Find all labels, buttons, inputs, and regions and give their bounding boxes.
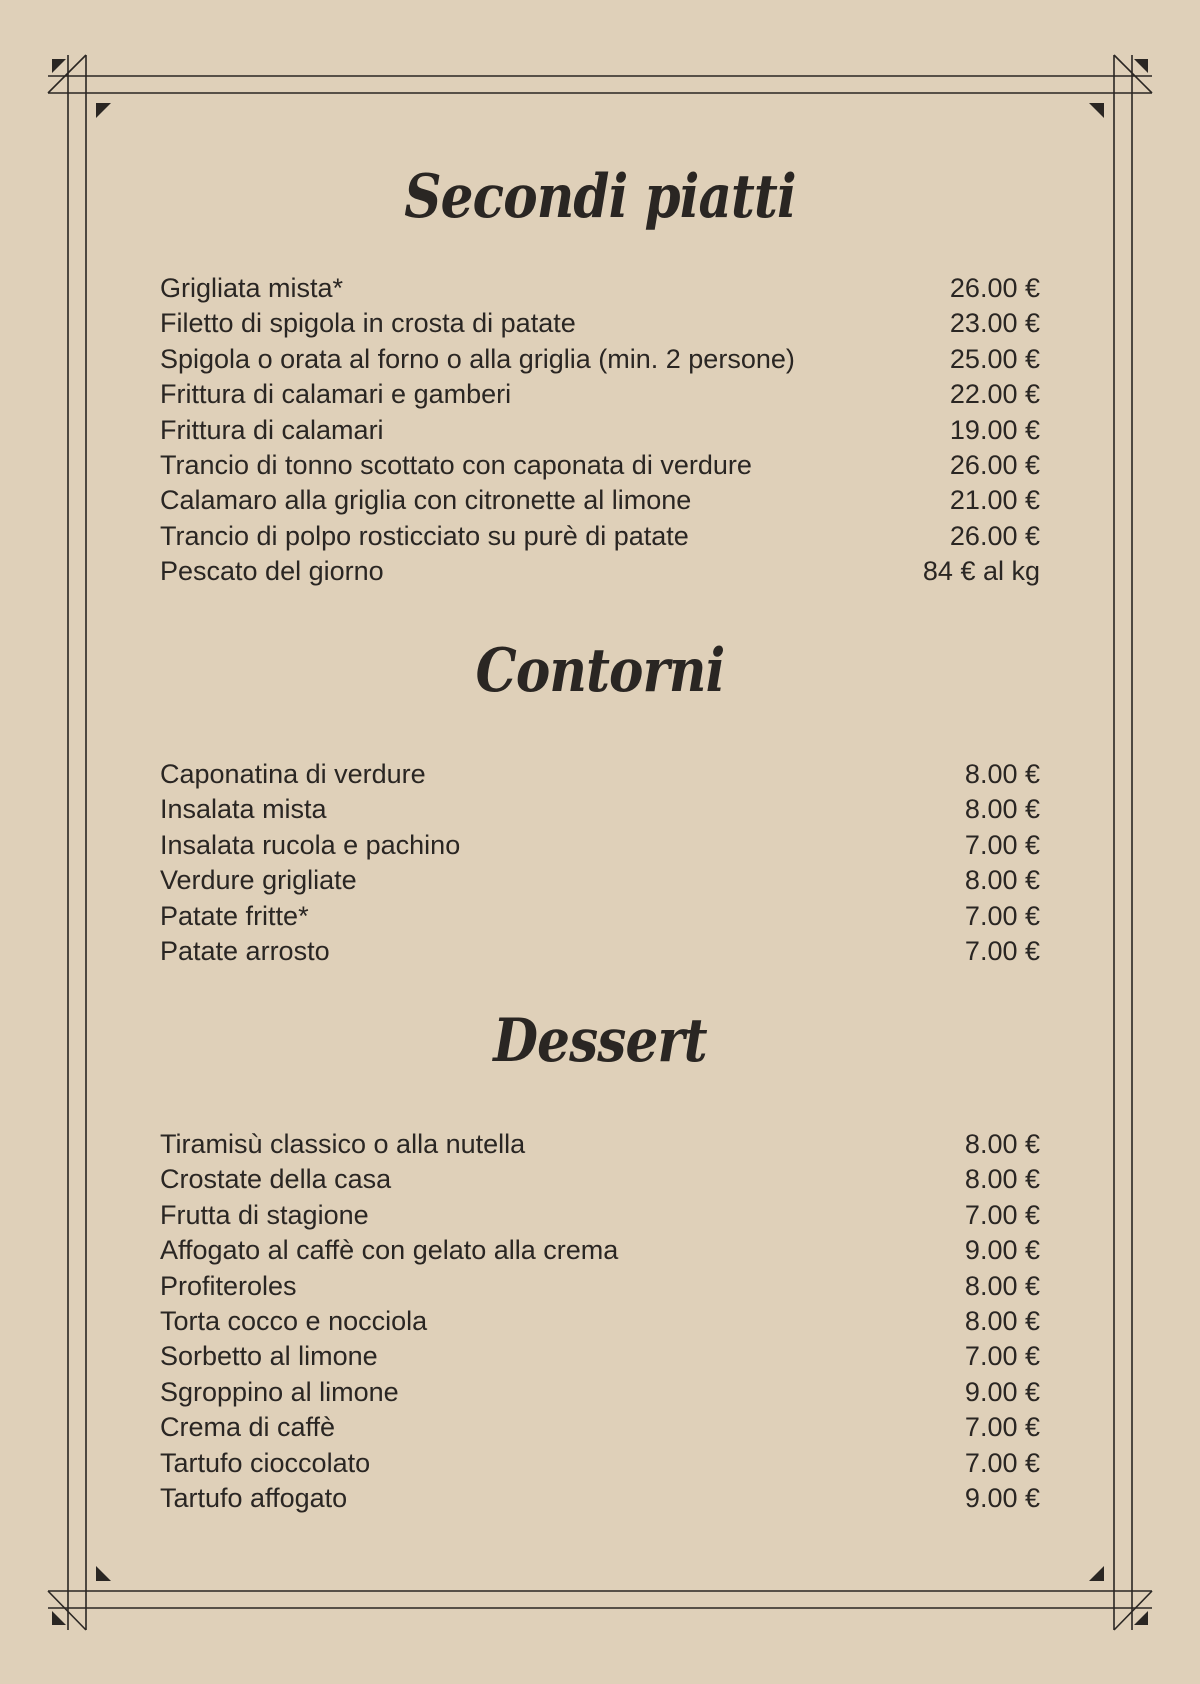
corner-ornament-icon xyxy=(96,1566,111,1581)
menu-item xyxy=(160,519,1040,554)
menu-item xyxy=(160,1269,1040,1304)
corner-ornament-icon xyxy=(96,103,111,118)
menu-item xyxy=(160,342,1040,377)
section-title-contorni: Contorni xyxy=(475,636,725,706)
corner-ornament-icon xyxy=(1089,103,1104,118)
item-name: Grigliata mista* xyxy=(160,273,344,303)
menu-item xyxy=(160,1481,1040,1516)
item-price: 25.00 € xyxy=(949,343,1040,374)
item-name: Filetto di spigola in crosta di patate xyxy=(160,308,576,339)
menu-item xyxy=(160,1127,1040,1162)
item-price: 7.00 € xyxy=(964,1412,1040,1443)
item-name: Caponatina di verdure xyxy=(160,759,426,789)
menu-item xyxy=(160,1233,1040,1268)
item-name: Insalata mista xyxy=(160,794,327,825)
menu-item xyxy=(160,828,1040,863)
menu-item xyxy=(160,934,1040,969)
item-name: Patate arrosto xyxy=(160,935,330,966)
corner-ornament-icon xyxy=(1134,1611,1148,1625)
item-name: Tiramisù classico o alla nutella xyxy=(160,1129,526,1159)
item-price: 7.00 € xyxy=(964,1199,1040,1230)
item-name: Affogato al caffè con gelato alla crema xyxy=(160,1235,619,1266)
menu-item xyxy=(160,1198,1040,1233)
item-price: 84 € al kg xyxy=(922,556,1040,587)
item-price: 7.00 € xyxy=(964,829,1040,860)
item-name: Trancio di tonno scottato con caponata di verdure xyxy=(160,449,752,480)
item-price: 22.00 € xyxy=(949,379,1040,410)
corner-ornament-icon xyxy=(1089,1566,1104,1581)
item-name: Verdure grigliate xyxy=(160,865,357,896)
section-title-dessert: Dessert xyxy=(493,1006,707,1076)
menu-item xyxy=(160,1410,1040,1445)
item-price: 21.00 € xyxy=(949,485,1040,516)
corner-ornament-icon xyxy=(1134,59,1148,73)
item-name: Tartufo affogato xyxy=(160,1482,348,1513)
item-name: Spigola o orata al forno o alla griglia (min. 2 persone) xyxy=(160,343,795,374)
item-name: Frutta di stagione xyxy=(160,1199,369,1230)
item-price: 7.00 € xyxy=(964,1341,1040,1372)
item-price: 9.00 € xyxy=(964,1376,1040,1407)
item-price: 19.00 € xyxy=(949,414,1040,445)
item-price: 8.00 € xyxy=(964,794,1040,825)
item-price: 7.00 € xyxy=(964,900,1040,931)
item-name: Calamaro alla griglia con citronette al limone xyxy=(160,485,692,516)
item-name: Sgroppino al limone xyxy=(160,1376,399,1407)
menu-item xyxy=(160,1446,1040,1481)
item-name: Trancio di polpo rosticciato su purè di patate xyxy=(160,520,689,551)
corner-ornament-icon xyxy=(52,1611,66,1625)
item-name: Frittura di calamari e gamberi xyxy=(160,379,512,410)
menu-item xyxy=(160,306,1040,341)
item-price: 7.00 € xyxy=(964,1447,1040,1478)
item-name: Crostate della casa xyxy=(160,1164,392,1195)
item-name: Frittura di calamari xyxy=(160,414,384,445)
item-name: Tartufo cioccolato xyxy=(160,1447,371,1478)
menu-item xyxy=(160,1304,1040,1339)
item-price: 9.00 € xyxy=(964,1482,1040,1513)
menu-item xyxy=(160,1162,1040,1197)
item-price: 7.00 € xyxy=(964,935,1040,966)
section-title-secondi-piatti: Secondi piatti xyxy=(404,162,796,232)
menu-list-dessert xyxy=(160,1127,1040,1516)
menu-item xyxy=(160,448,1040,483)
menu-item xyxy=(160,1375,1040,1410)
item-name: Torta cocco e nocciola xyxy=(160,1305,428,1336)
item-price: 8.00 € xyxy=(964,1164,1040,1195)
item-price: 8.00 € xyxy=(964,1305,1040,1336)
item-name: Crema di caffè xyxy=(160,1412,336,1443)
menu-list-secondi-piatti xyxy=(160,271,1040,590)
menu-item xyxy=(160,757,1040,792)
item-name: Sorbetto al limone xyxy=(160,1341,378,1372)
item-price: 8.00 € xyxy=(964,759,1040,789)
item-price: 9.00 € xyxy=(964,1235,1040,1266)
menu-item xyxy=(160,792,1040,827)
menu-item xyxy=(160,1339,1040,1374)
menu-item xyxy=(160,863,1040,898)
menu-item xyxy=(160,271,1040,306)
item-name: Insalata rucola e pachino xyxy=(160,829,461,860)
item-name: Profiteroles xyxy=(160,1270,297,1301)
item-name: Patate fritte* xyxy=(160,900,309,931)
item-price: 23.00 € xyxy=(949,308,1040,339)
item-price: 8.00 € xyxy=(964,1129,1040,1159)
menu-item xyxy=(160,483,1040,518)
menu-item xyxy=(160,377,1040,412)
menu-list-contorni xyxy=(160,757,1040,969)
corner-ornament-icon xyxy=(52,59,66,73)
item-price: 8.00 € xyxy=(964,1270,1040,1301)
menu-item xyxy=(160,899,1040,934)
item-price: 26.00 € xyxy=(949,273,1040,303)
item-name: Pescato del giorno xyxy=(160,556,384,587)
item-price: 26.00 € xyxy=(949,520,1040,551)
item-price: 8.00 € xyxy=(964,865,1040,896)
item-price: 26.00 € xyxy=(949,449,1040,480)
menu-item xyxy=(160,413,1040,448)
menu-item xyxy=(160,554,1040,589)
